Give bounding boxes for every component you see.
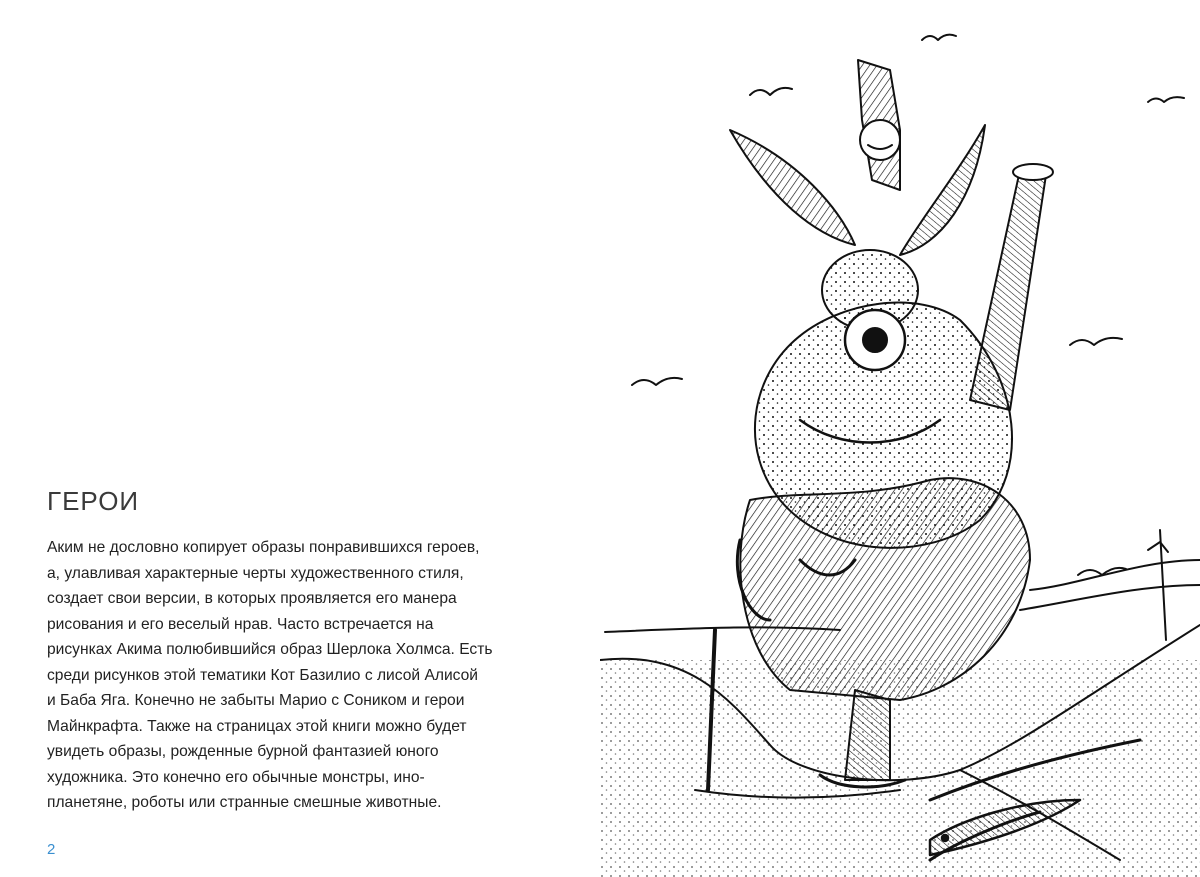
creature-drawing <box>600 0 1200 877</box>
paragraph-line: рисунках Акима полюбившийся образ Шерлока Холмса. Есть <box>47 641 493 658</box>
paragraph-line: создает свои версии, в которых проявляется его манера <box>47 590 457 607</box>
paragraph-line: а, улавливая характерные черты художественного стиля, <box>47 564 464 582</box>
page-title: ГЕРОИ <box>47 486 140 516</box>
paragraph-line: увидеть образы, рожденные бурной фантазией юного <box>47 743 439 760</box>
paragraph-line: художника. Это конечно его обычные монстры, ино- <box>47 768 425 786</box>
paragraph-line: среди рисунков этой тематики Кот Базилио с лисой Алисой <box>47 666 479 684</box>
paragraph-line: и Баба Яга. Конечно не забыты Марио с Соником и герои <box>47 692 465 709</box>
paragraph-line: Майнкрафта. Также на страницах этой книги можно будет <box>47 717 467 735</box>
ink-illustration <box>600 0 1200 877</box>
paragraph-line: Аким не дословно копирует образы понравившихся героев, <box>47 539 480 556</box>
page-number: 2 <box>47 841 56 858</box>
paragraph-line: рисования и его веселый нрав. Часто встречается на <box>47 615 434 633</box>
paragraph-line: планетяне, роботы или странные смешные животные. <box>47 794 442 811</box>
body-paragraph <box>47 535 577 816</box>
